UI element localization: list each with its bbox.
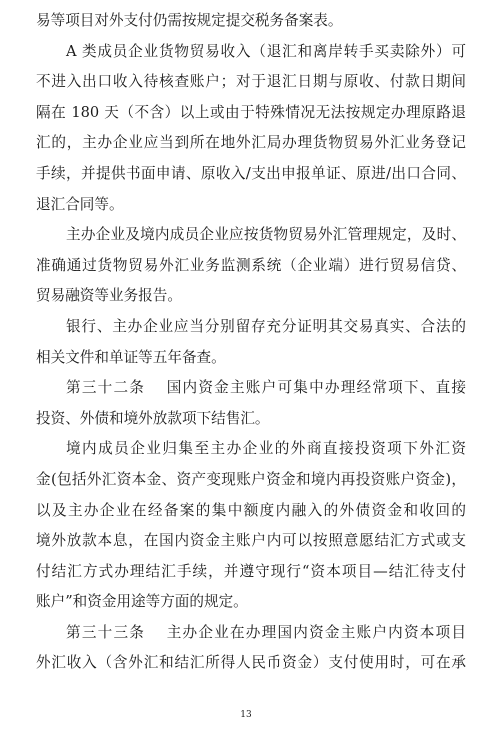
text-line: 不进入出口收入待核查账户；对于退汇日期与原收、付款日期间 bbox=[36, 73, 466, 91]
text-line: 第三十三条 主办企业在办理国内资金主账户内资本项目 bbox=[66, 623, 466, 641]
text-line: 易等项目对外支付仍需按规定提交税务备案表。 bbox=[36, 12, 343, 29]
text-line: 账户”和资金用途等方面的规定。 bbox=[36, 593, 248, 611]
text-line: 准确通过货物贸易外汇业务监测系统（企业端）进行贸易信贷、 bbox=[36, 256, 466, 274]
text-line: 贸易融资等业务报告。 bbox=[36, 287, 182, 305]
page-number: 13 bbox=[240, 710, 252, 720]
text-line: 相关文件和单证等五年备查。 bbox=[36, 348, 226, 366]
text-line: 境外放款本息，在国内资金主账户内可以按照意愿结汇方式或支 bbox=[36, 532, 466, 550]
text-line: 手续，并提供书面申请、原收入/支出申报单证、原进/出口合同、 bbox=[36, 164, 466, 182]
text-line: 付结汇方式办理结汇手续，并遵守现行“资本项目—结汇待支付 bbox=[36, 562, 466, 580]
text-line: 外汇收入（含外汇和结汇所得人民币资金）支付使用时，可在承 bbox=[36, 654, 466, 672]
text-line: 境内成员企业归集至主办企业的外商直接投资项下外汇资 bbox=[66, 440, 466, 458]
text-line: 以及主办企业在经备案的集中额度内融入的外债资金和收回的 bbox=[36, 501, 466, 519]
text-line: 隔在 180 天（不含）以上或由于特殊情况无法按规定办理原路退 bbox=[36, 103, 466, 121]
text-line: 投资、外债和境外放款项下结售汇。 bbox=[36, 409, 270, 427]
text-line: 银行、主办企业应当分别留存充分证明其交易真实、合法的 bbox=[66, 317, 466, 335]
document-page bbox=[36, 6, 466, 679]
text-line: 主办企业及境内成员企业应按货物贸易外汇管理规定，及时、 bbox=[66, 226, 466, 244]
text-line: 汇的，主办企业应当到所在地外汇局办理货物贸易外汇业务登记 bbox=[36, 134, 466, 152]
text-line: 退汇合同等。 bbox=[36, 195, 124, 213]
text-line: 金(包括外汇资本金、资产变现账户资金和境内再投资账户资金)， bbox=[36, 470, 466, 488]
text-line: A 类成员企业货物贸易收入（退汇和离岸转手买卖除外）可 bbox=[66, 42, 466, 60]
text-line: 第三十二条 国内资金主账户可集中办理经常项下、直接 bbox=[66, 379, 466, 397]
